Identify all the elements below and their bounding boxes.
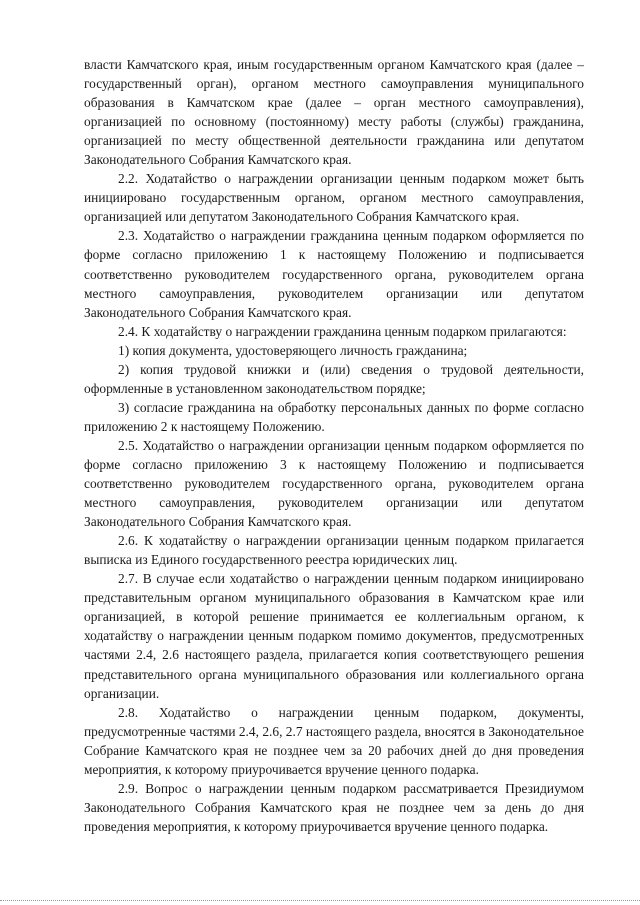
list-item-2: 2) копия трудовой книжки и (или) сведения о трудовой деятельности, оформленные в установленном законодательством порядке; [84,361,584,396]
paragraph-2-5: 2.5. Ходатайство о награждении организации ценным подарком оформляется по форме согласно приложению 3 к настоящему Положению и подписывается соответственно руководителем государственного органа, руководителем органа местного самоуправления, руководителем организации или депутатом Законодательного Собрания Камчатского края. [84,437,584,530]
paragraph-2-8: 2.8. Ходатайство о награждении ценным подарком, документы, предусмотренные частями 2.4, 2.6, 2.7 настоящего раздела, вносятся в Законодательное Собрание Камчатского края не позднее чем за 20 рабочих дней до дня проведения мероприятия, к которому приурочивается вручение ценного подарка. [84,704,584,777]
list-item-1: 1) копия документа, удостоверяющего личность гражданина; [118,342,468,358]
paragraph-2-9: 2.9. Вопрос о награждении ценным подарком рассматривается Президиумом Законодательного Собрания Камчатского края не позднее чем за день до дня проведения мероприятия, к которому приурочивается вручение ценного подарка. [84,780,584,834]
paragraph-2-3: 2.3. Ходатайство о награждении гражданина ценным подарком оформляется по форме согласно приложению 1 к настоящему Положению и подписывается соответственно руководителем государственного органа, руководителем органа местного самоуправления, руководителем организации или депутатом Законодательного Собрания Камчатского края. [84,228,584,320]
document-body [84,55,584,836]
paragraph-2-4: 2.4. К ходатайству о награждении гражданина ценным подарком прилагаются: [118,323,567,339]
paragraph-continuation: власти Камчатского края, иным государственным органом Камчатского края (далее – государственный орган), органом местного самоуправления муниципального образования в Камчатском крае (далее – орган местного самоуправления), организацией по основному (постоянному) месту работы (службы) гражданина, организацией по месту общественной деятельности гражданина или депутатом Законодательного Собрания Камчатского края. [84,57,584,168]
paragraph-2-7: 2.7. В случае если ходатайство о награждении ценным подарком инициировано представительным органом муниципального образования в Камчатском крае или организацией, в которой решение принимается ее коллегиальным органом, к ходатайству о награждении ценным подарком помимо документов, предусмотренных частями 2.4, 2.6 настоящего раздела, прилагается копия соответствующего решения представительного органа муниципального образования или коллегиального органа организации. [84,571,584,701]
paragraph-2-6: 2.6. К ходатайству о награждении организации ценным подарком прилагается выписка из Единого государственного реестра юридических лиц. [84,533,584,568]
paragraph-2-2: 2.2. Ходатайство о награждении организации ценным подарком может быть инициировано государственным органом, органом местного самоуправления, организацией или депутатом Законодательного Собрания Камчатского края. [84,171,584,225]
list-item-3: 3) согласие гражданина на обработку персональных данных по форме согласно приложению 2 к настоящему Положению. [84,399,584,434]
page-bottom-edge [0,900,640,902]
